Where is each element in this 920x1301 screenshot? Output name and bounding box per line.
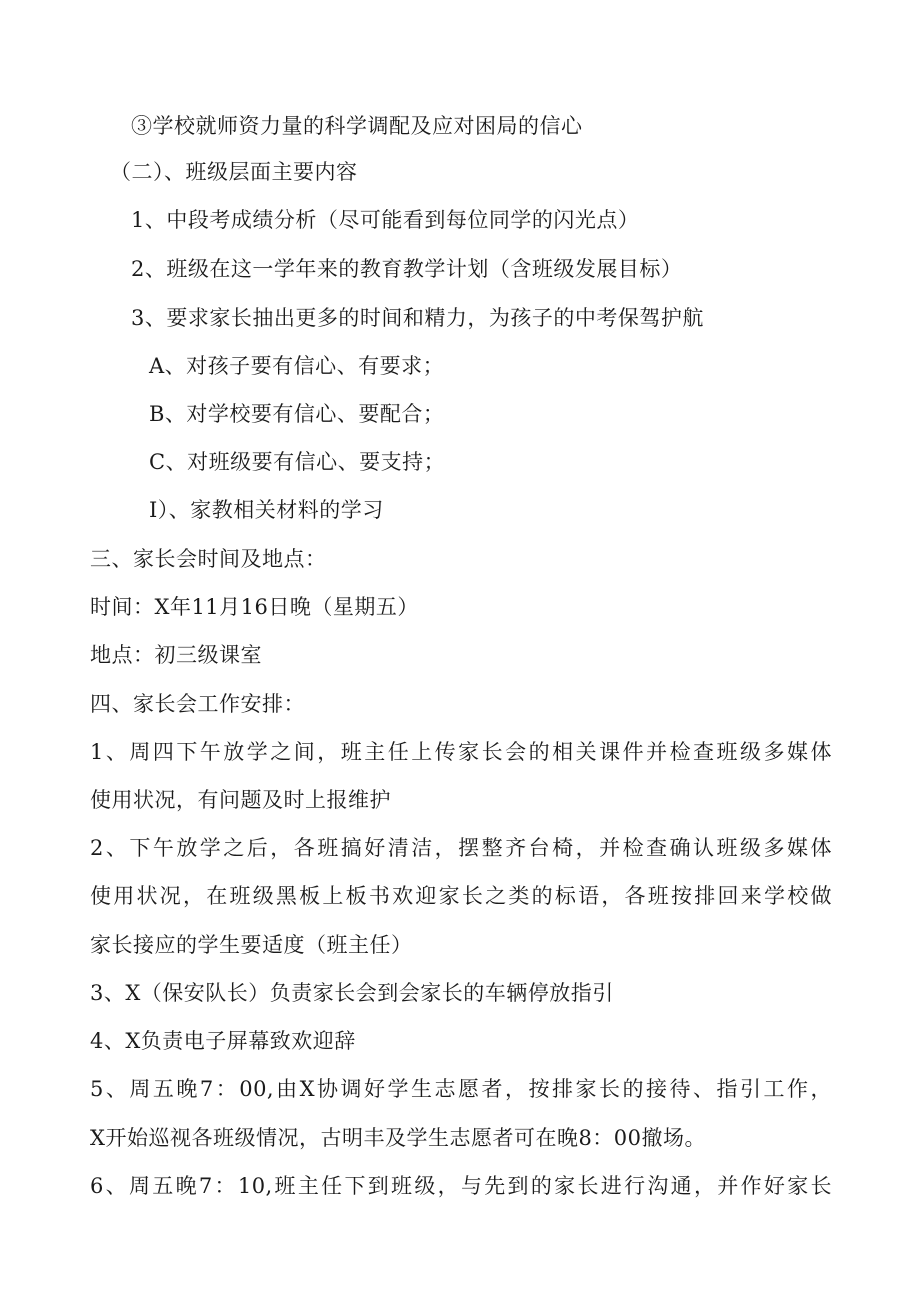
text-line: 时间：X年11月16日晚（星期五） [90,595,419,619]
text-line: X开始巡视各班级情况，古明丰及学生志愿者可在晚8：00撤场。 [90,1126,707,1150]
text-line: 3、要求家长抽出更多的时间和精力，为孩子的中考保驾护航 [131,306,704,330]
text-line: 1、中段考成绩分析（尽可能看到每位同学的闪光点） [131,208,640,232]
text-line: I）、家教相关材料的学习 [149,498,384,522]
section-heading: 三、家长会时间及地点： [90,547,327,571]
text-line: 使用状况，有问题及时上报维护 [90,788,391,812]
text-line: 使用状况，在班级黑板上板书欢迎家长之类的标语，各班按排回来学校做 [90,884,832,908]
text-line: ③学校就师资力量的科学调配及应对困局的信心 [131,114,583,138]
section-heading: （二）、班级层面主要内容 [110,160,358,184]
text-line: 家长接应的学生要适度（班主任） [90,933,413,957]
text-line: B、对学校要有信心、要配合； [149,402,445,426]
text-line: 地点：初三级课室 [90,643,262,667]
text-line: A、对孩子要有信心、有要求； [149,354,445,378]
text-line: 2、班级在这一学年来的教育教学计划（含班级发展目标） [131,257,683,281]
text-line: 4、X负责电子屏幕致欢迎辞 [90,1029,356,1053]
text-line: 2、下午放学之后，各班搞好清洁，摆整齐台椅，并检查确认班级多媒体 [90,836,832,860]
text-line: C、对班级要有信心、要支持； [149,450,446,474]
text-line: 3、X（保安队长）负责家长会到会家长的车辆停放指引 [90,981,614,1005]
text-line: 5、周五晚7：00,由X协调好学生志愿者，按排家长的接待、指引工作， [90,1077,832,1101]
text-line: 1、周四下午放学之间，班主任上传家长会的相关课件并检查班级多媒体 [90,740,832,764]
section-heading: 四、家长会工作安排： [90,692,305,716]
text-line: 6、周五晚7：10,班主任下到班级，与先到的家长进行沟通，并作好家长 [90,1174,832,1198]
